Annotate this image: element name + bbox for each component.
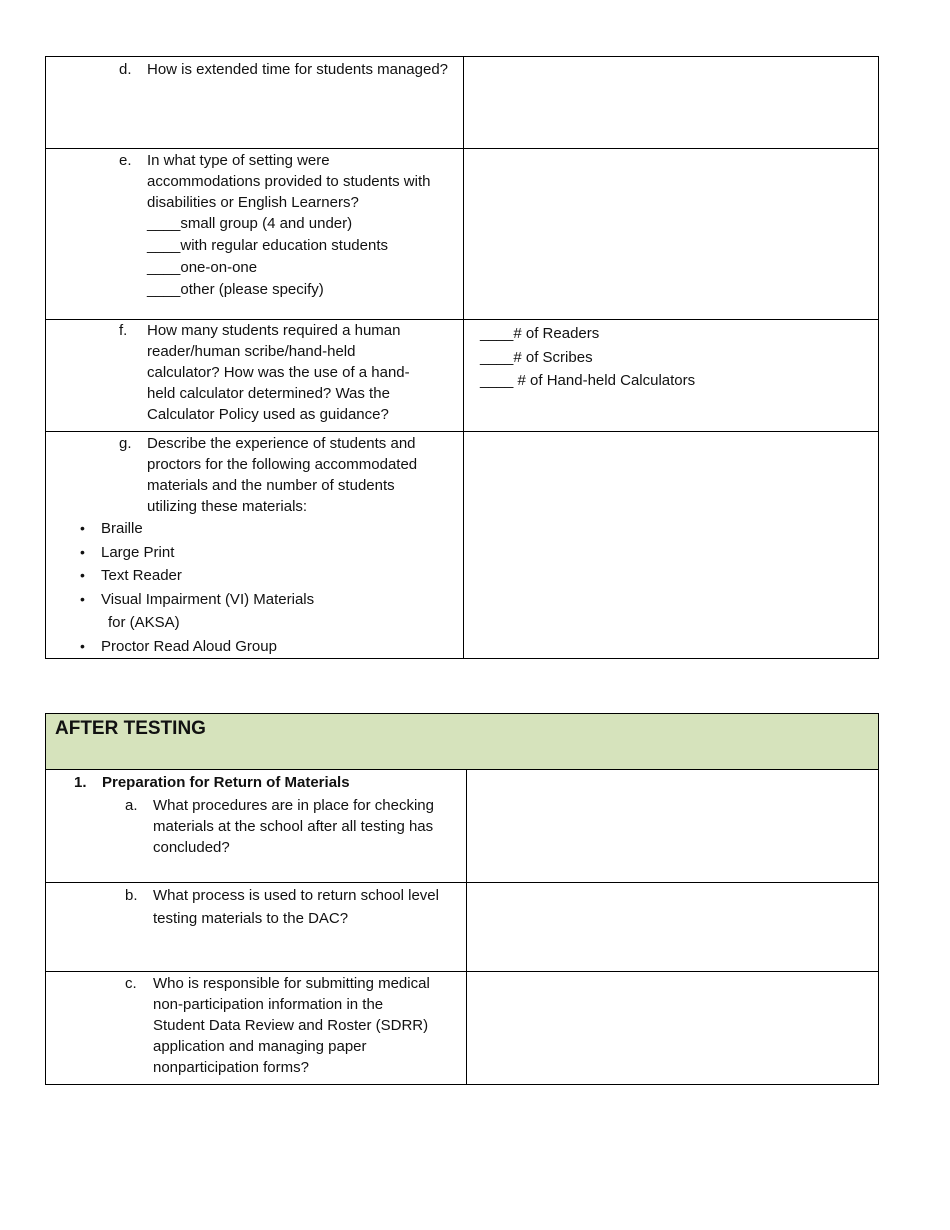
question-text-line: In what type of setting were	[147, 152, 330, 169]
question-text-line: Student Data Review and Roster (SDRR)	[153, 1017, 429, 1034]
question-text-line: materials and the number of students	[147, 477, 395, 494]
question-cell	[46, 770, 467, 883]
bullet-icon: •	[80, 637, 85, 654]
option-small-group: ____small group (4 and under)	[147, 215, 353, 232]
question-text-line: Who is responsible for submitting medical	[153, 975, 430, 992]
question-text-line: accommodations provided to students with	[147, 173, 431, 190]
bullet-icon: •	[80, 567, 85, 583]
question-letter: b.	[125, 887, 138, 904]
question-letter: g.	[119, 435, 132, 452]
question-cell	[46, 320, 464, 432]
list-item	[46, 517, 463, 541]
material-read-aloud: Proctor Read Aloud Group	[101, 637, 277, 655]
page-title: AFTER TESTING	[55, 718, 206, 739]
question-text-line: proctors for the following accommodated	[147, 456, 418, 473]
question-text-line: disabilities or English Learners?	[147, 194, 359, 211]
readers-count-field[interactable]: ____# of Readers	[480, 325, 600, 342]
bullet-icon: •	[80, 520, 85, 536]
question-cell	[46, 883, 467, 972]
question-letter: a.	[125, 797, 138, 814]
table-row	[46, 883, 879, 972]
material-braille: Braille	[101, 520, 143, 537]
question-cell	[46, 432, 464, 659]
question-cell	[46, 149, 464, 320]
table-row	[46, 770, 879, 883]
question-text-line: What process is used to return school level	[153, 887, 439, 904]
answer-cell[interactable]	[464, 320, 879, 432]
question-letter: f.	[119, 322, 128, 339]
question-text-line: Describe the experience of students and	[147, 435, 416, 452]
question-letter: e.	[119, 152, 132, 169]
option-one-on-one: ____one-on-one	[147, 259, 258, 276]
table-row	[46, 57, 879, 149]
question-text-line: reader/human scribe/hand-held	[147, 343, 356, 360]
question-text: How is extended time for students managed?	[147, 61, 449, 78]
question-text-line: materials at the school after all testing has	[153, 818, 434, 835]
question-text-line: nonparticipation forms?	[153, 1059, 309, 1076]
bullet-icon: •	[80, 543, 85, 560]
option-other: ____other (please specify)	[147, 281, 324, 298]
list-item	[46, 588, 463, 635]
question-text-line: concluded?	[153, 839, 230, 856]
table-row	[46, 320, 879, 432]
material-text-reader: Text Reader	[101, 567, 182, 584]
list-item	[46, 541, 463, 565]
section-number: 1.	[74, 774, 87, 791]
table-row	[46, 432, 879, 659]
question-text-line: calculator? How was the use of a hand-	[147, 364, 410, 381]
section-header-row	[46, 714, 879, 770]
answer-cell[interactable]	[467, 770, 879, 883]
question-letter: c.	[125, 975, 137, 992]
list-item	[46, 635, 463, 659]
answer-cell[interactable]	[467, 972, 879, 1085]
question-text-line: non-participation information in the	[153, 996, 384, 1013]
question-text-line: held calculator determined? Was the	[147, 385, 390, 402]
question-text-line: Calculator Policy used as guidance?	[147, 406, 389, 423]
answer-cell[interactable]	[467, 883, 879, 972]
list-item	[46, 564, 463, 588]
material-vi-continuation: for (AKSA)	[108, 614, 180, 631]
question-cell	[46, 57, 464, 149]
table-row	[46, 972, 879, 1085]
answer-cell[interactable]	[464, 57, 879, 149]
accommodations-table	[45, 56, 879, 659]
answer-cell[interactable]	[464, 149, 879, 320]
question-text-line: testing materials to the DAC?	[153, 910, 349, 927]
question-letter: d.	[119, 61, 132, 78]
option-regular-education: ____with regular education students	[147, 237, 388, 254]
answer-cell[interactable]	[464, 432, 879, 659]
section-header	[46, 714, 879, 770]
bullet-icon: •	[80, 590, 85, 607]
after-testing-table	[45, 713, 879, 1085]
table-row	[46, 149, 879, 320]
scribes-count-field[interactable]: ____# of Scribes	[480, 348, 593, 366]
question-text-line: How many students required a human	[147, 322, 401, 339]
question-text-line: application and managing paper	[153, 1038, 367, 1055]
material-vi: Visual Impairment (VI) Materials	[101, 590, 315, 608]
calculators-count-field[interactable]: ____ # of Hand-held Calculators	[480, 372, 696, 389]
section-title: Preparation for Return of Materials	[102, 774, 350, 791]
question-text-line: utilizing these materials:	[147, 498, 308, 515]
question-text-line: What procedures are in place for checking	[153, 797, 434, 814]
question-cell	[46, 972, 467, 1085]
material-large-print: Large Print	[101, 543, 175, 561]
